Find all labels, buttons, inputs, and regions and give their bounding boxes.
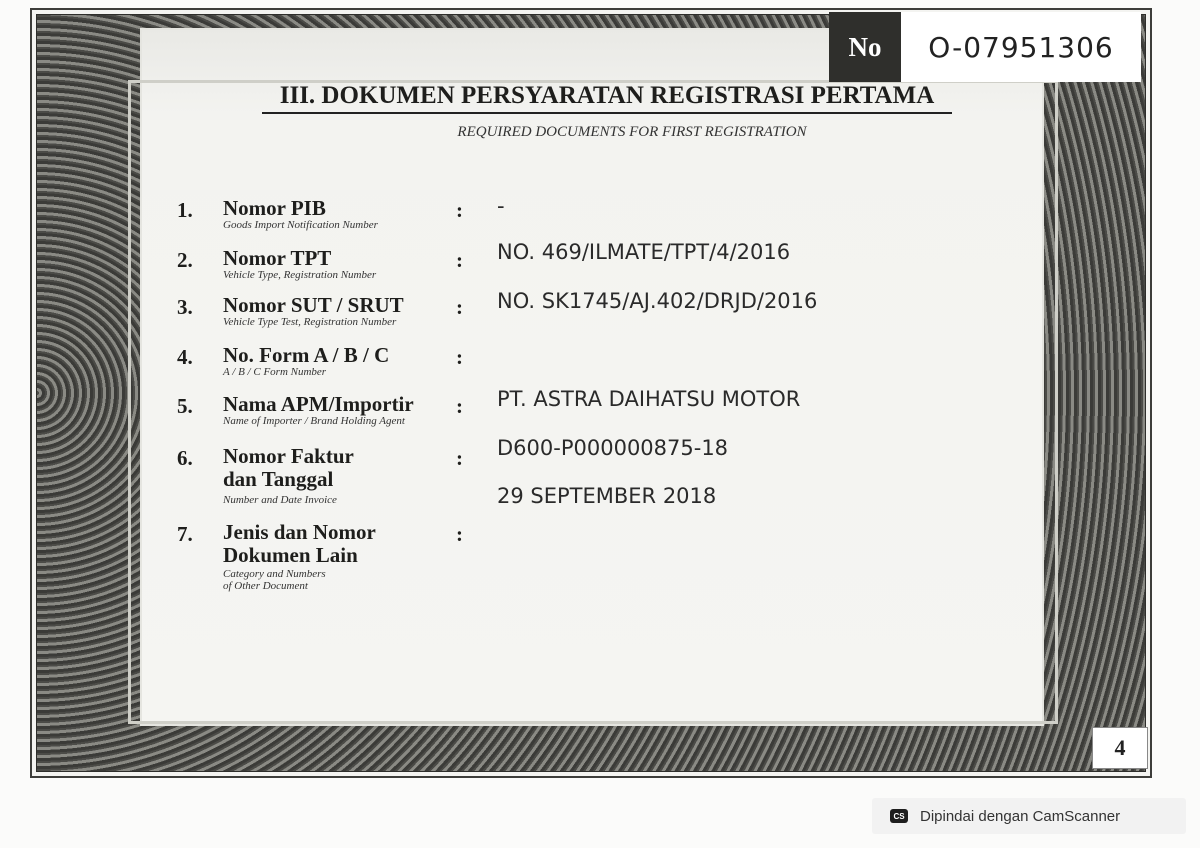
field-sublabel: Vehicle Type, Registration Number bbox=[223, 269, 377, 281]
item-number: 4. bbox=[177, 345, 193, 369]
field-label-line2: Dokumen Lain bbox=[223, 543, 358, 567]
number-label: No bbox=[829, 12, 901, 82]
document-number-box bbox=[829, 12, 1141, 82]
field-colon: : bbox=[456, 198, 463, 222]
field-label: Nomor PIB bbox=[223, 196, 326, 220]
field-value: NO. 469/ILMATE/TPT/4/2016 bbox=[497, 240, 791, 264]
invoice-number: D600-P000000875-18 bbox=[497, 436, 729, 460]
field-colon: : bbox=[456, 248, 463, 272]
document-title: III. DOKUMEN PERSYARATAN REGISTRASI PERTAMA bbox=[262, 82, 952, 114]
field-colon: : bbox=[456, 522, 463, 546]
field-label: Nomor SUT / SRUT bbox=[223, 293, 404, 317]
document-subtitle: REQUIRED DOCUMENTS FOR FIRST REGISTRATION bbox=[457, 124, 807, 140]
item-number: 1. bbox=[177, 198, 193, 222]
watermark-text: Dipindai dengan CamScanner bbox=[920, 807, 1121, 825]
field-value: NO. SK1745/AJ.402/DRJD/2016 bbox=[497, 289, 818, 313]
item-number: 5. bbox=[177, 394, 193, 418]
registration-document bbox=[30, 8, 1152, 778]
item-number: 3. bbox=[177, 295, 193, 319]
field-sublabel-line1: Category and Numbers bbox=[223, 568, 326, 580]
field-sublabel: Vehicle Type Test, Registration Number bbox=[223, 316, 397, 328]
document-number: O-07951306 bbox=[928, 30, 1114, 64]
field-sublabel: Name of Importer / Brand Holding Agent bbox=[223, 415, 405, 427]
field-value: - bbox=[497, 194, 505, 218]
field-label-line2: dan Tanggal bbox=[223, 467, 334, 491]
field-label: Nama APM/Importir bbox=[223, 392, 414, 416]
field-colon: : bbox=[456, 345, 463, 369]
camscanner-watermark bbox=[872, 798, 1186, 834]
field-label: Nomor TPT bbox=[223, 246, 332, 270]
field-value: PT. ASTRA DAIHATSU MOTOR bbox=[497, 387, 801, 411]
camscanner-icon: CS bbox=[890, 809, 908, 823]
field-sublabel-line2: of Other Document bbox=[223, 580, 308, 592]
item-number: 2. bbox=[177, 248, 193, 272]
field-label-line1: Nomor Faktur bbox=[223, 444, 354, 468]
field-colon: : bbox=[456, 446, 463, 470]
field-colon: : bbox=[456, 295, 463, 319]
field-label: No. Form A / B / C bbox=[223, 343, 390, 367]
invoice-date: 29 SEPTEMBER 2018 bbox=[497, 484, 717, 508]
field-sublabel: Number and Date Invoice bbox=[223, 494, 337, 506]
field-label-line1: Jenis dan Nomor bbox=[223, 520, 376, 544]
item-number: 7. bbox=[177, 522, 193, 546]
item-number: 6. bbox=[177, 446, 193, 470]
field-sublabel: A / B / C Form Number bbox=[223, 366, 327, 378]
page-number: 4 bbox=[1092, 727, 1148, 769]
field-colon: : bbox=[456, 394, 463, 418]
field-sublabel: Goods Import Notification Number bbox=[223, 219, 378, 231]
